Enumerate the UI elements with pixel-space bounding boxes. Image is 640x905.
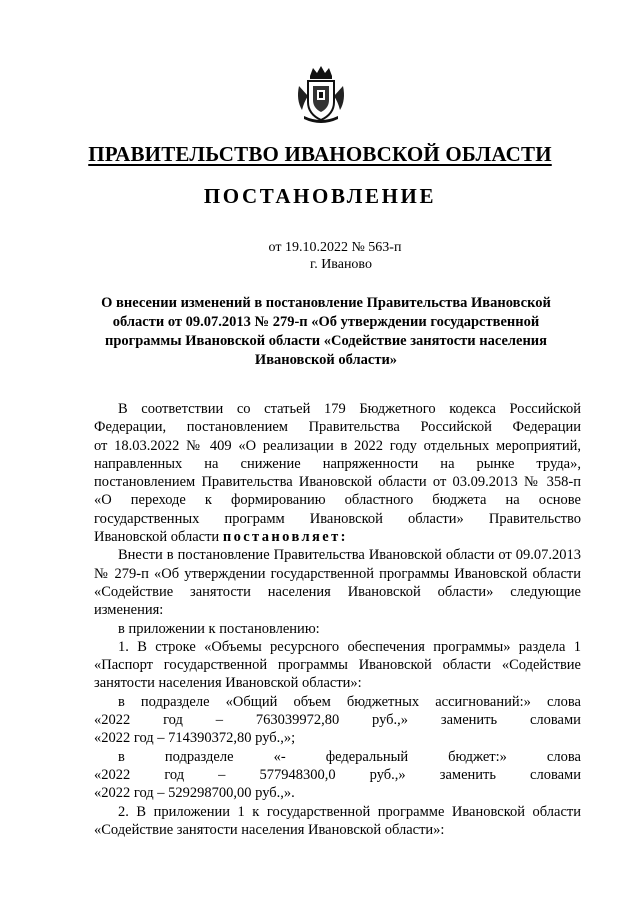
text-line [94,473,581,491]
paragraph-preamble [94,400,581,546]
paragraph: в подразделе «Общий объем бюджетных ассигнований:» слова [118,693,581,710]
word: слова [546,748,581,765]
paragraph: «2022 год – 529298700,00 руб.,». [94,785,295,802]
word: федеральный [325,748,409,765]
word: год [163,712,183,729]
paragraph: 1. В строке «Объемы ресурсного обеспечения программы» раздела 1 «Паспорт государственной программы Ивановской области «Содействие занятости населения Ивановской области»: [94,638,581,692]
paragraph: в приложении к постановлению: [118,620,320,637]
word: 763039972,80 [255,712,340,729]
word: «2022 [94,766,131,783]
line-text: от 18.03.2022 № 409 «О реализации в 2022 году отдельных мероприятий, [94,437,581,454]
word: – [215,712,223,729]
line-text: Федерации, постановлением Правительства Российской Федерации [94,419,581,436]
document-body [94,400,581,839]
text-line [94,400,581,418]
text-line [94,418,581,436]
word: руб.,» [369,766,406,783]
text-line [94,528,581,546]
word: бюджет:» [448,748,507,765]
word: в [118,748,125,765]
word: заменить [439,766,496,783]
word: заменить [440,712,498,729]
word: – [218,766,226,783]
city: г. Иваново [310,257,372,272]
text-line [94,437,581,455]
text-line [94,491,581,509]
word: словами [530,766,581,783]
word: подразделе [164,748,234,765]
paragraph: Внести в постановление Правительства Ивановской области от 09.07.2013 № 279-п «Об утверждении государственной программы Ивановской области «Содействие занятости населения Ивановской области» следующие изменения: [94,547,581,619]
word: руб.,» [372,712,409,729]
line-text: направленных на снижение напряженности на рынке труда», [94,455,581,472]
text-line [94,711,581,729]
text-line [94,455,581,473]
paragraph: «2022 год – 714390372,80 руб.,»; [94,730,296,747]
resolves-word: постановляет: [222,529,348,546]
line-text: Ивановской области [94,529,220,546]
document-type: ПОСТАНОВЛЕНИЕ [203,184,437,208]
word: 577948300,0 [259,766,336,783]
document-meta [0,239,640,273]
text-line [94,748,581,766]
word: год [164,766,185,783]
line-text: постановлением Правительства Ивановской области от 03.09.2013 № 358-п [94,474,581,491]
ivanovo-coat-of-arms-icon [296,66,346,124]
line-text: государственных программ Ивановской области» Правительство [94,510,581,527]
word: «- [273,748,286,765]
text-line [94,766,581,784]
document-subject: О внесении изменений в постановление Правительства Ивановской области от 09.07.2013 № 279-п «Об утверждении государственной программы Ивановской области «Содействие занятости населения Ивановской области» [101,295,551,368]
line-text: В соответствии со статьей 179 Бюджетного кодекса Российской [118,401,581,417]
government-name: ПРАВИТЕЛЬСТВО ИВАНОВСКОЙ ОБЛАСТИ [88,142,552,166]
word: «2022 [94,712,131,729]
date-number: от 19.10.2022 № 563-п [268,240,402,255]
line-text: «О переходе к формированию областного бюджета на основе [94,492,581,509]
text-line [94,510,581,528]
paragraph: 2. В приложении 1 к государственной программе Ивановской области «Содействие занятости населения Ивановской области»: [94,803,581,838]
word: словами [529,712,581,729]
